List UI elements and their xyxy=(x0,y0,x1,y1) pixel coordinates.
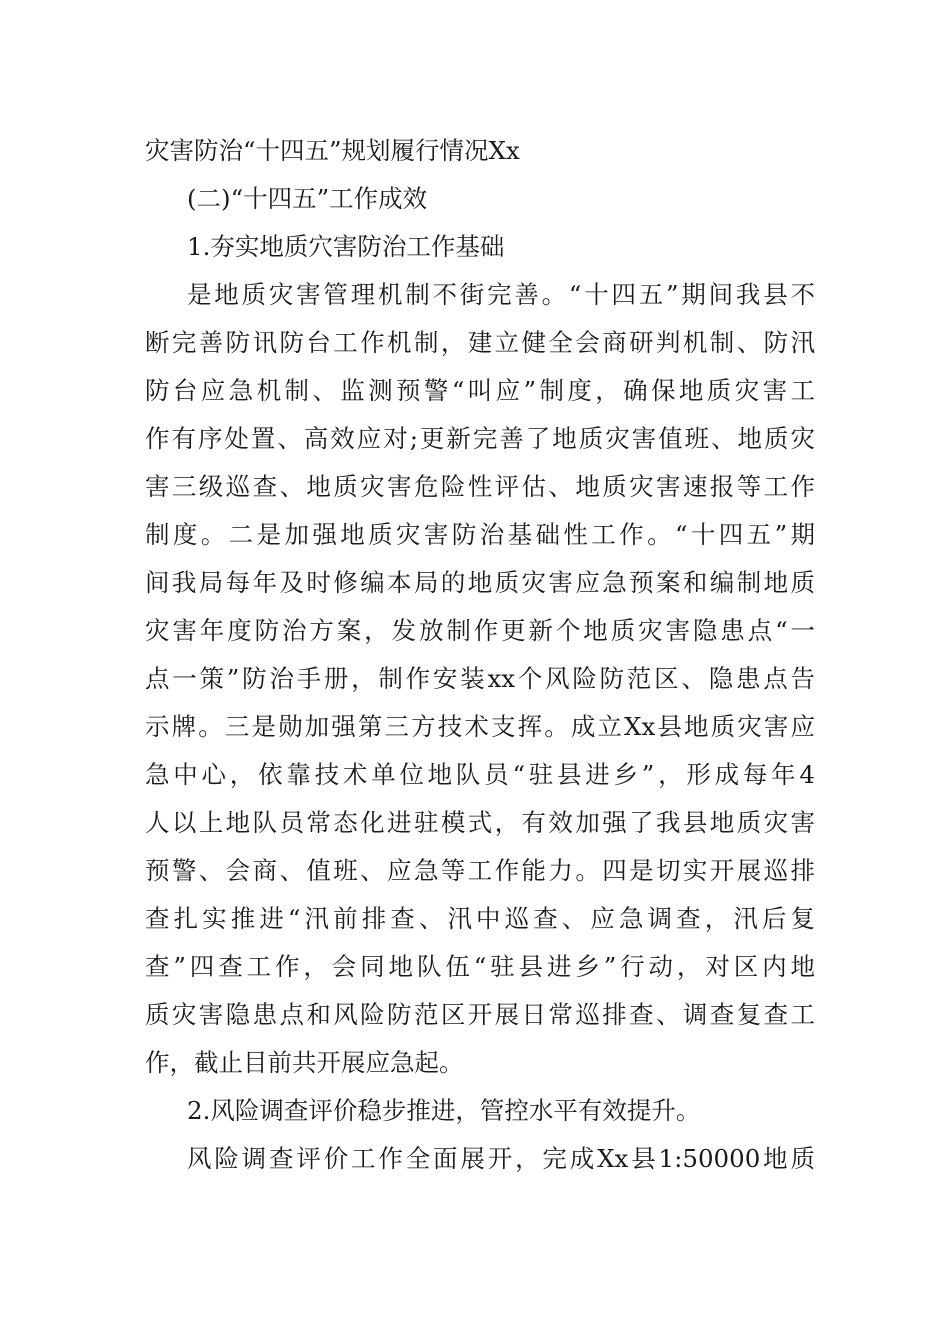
subsection-heading-1: 1.夯实地质穴害防治工作基础 xyxy=(187,232,505,261)
paragraph-line: 作有序处置、高效应对;更新完善了地质灾害值班、地质灾 xyxy=(145,424,815,453)
paragraph-line: 制度。二是加强地质灾害防治基础性工作。“十四五”期 xyxy=(145,520,815,549)
paragraph-line: 急中心，依靠技术单位地队员“驻县进乡”，形成每年4 xyxy=(145,760,815,789)
paragraph-line: 点一策”防治手册，制作安装xx个风险防范区、隐患点告 xyxy=(145,664,815,693)
paragraph-line: 间我局每年及时修编本局的地质灾害应急预案和编制地质 xyxy=(145,568,815,597)
paragraph-line: 人以上地队员常态化进驻模式，有效加强了我县地质灾害 xyxy=(145,808,815,837)
subsection-heading-2: 2.风险调查评价稳步推进，管控水平有效提升。 xyxy=(187,1096,701,1125)
paragraph-line: 防台应急机制、监测预警“叫应”制度，确保地质灾害工 xyxy=(145,376,815,405)
paragraph-line: 查”四查工作，会同地队伍“驻县进乡”行动，对区内地 xyxy=(145,952,815,981)
paragraph-line: 风险调查评价工作全面展开，完成Xx县1:50000地质 xyxy=(187,1144,815,1173)
paragraph-line: 质灾害隐患点和风险防范区开展日常巡排查、调查复查工 xyxy=(145,1000,815,1029)
text-line-continuation: 灾害防治“十四五”规划履行情况Xx xyxy=(145,136,520,165)
paragraph-line: 害三级巡查、地质灾害危险性评估、地质灾害速报等工作 xyxy=(145,472,815,501)
paragraph-line: 灾害年度防治方案，发放制作更新个地质灾害隐患点“一 xyxy=(145,616,815,645)
paragraph-line: 示牌。三是勋加强第三方技术支挥。成立Xx县地质灾害应 xyxy=(145,712,815,741)
paragraph-line: 作，截止目前共开展应急起。 xyxy=(145,1048,464,1077)
section-heading: (二)“十四五”工作成效 xyxy=(187,184,428,213)
paragraph-line: 是地质灾害管理机制不街完善。“十四五”期间我县不 xyxy=(187,280,815,309)
paragraph-line: 断完善防讯防台工作机制，建立健全会商研判机制、防汛 xyxy=(145,328,815,357)
paragraph-line: 预警、会商、值班、应急等工作能力。四是切实开展巡排 xyxy=(145,856,815,885)
paragraph-line: 查扎实推进“汛前排查、汛中巡查、应急调查，汛后复 xyxy=(145,904,815,933)
